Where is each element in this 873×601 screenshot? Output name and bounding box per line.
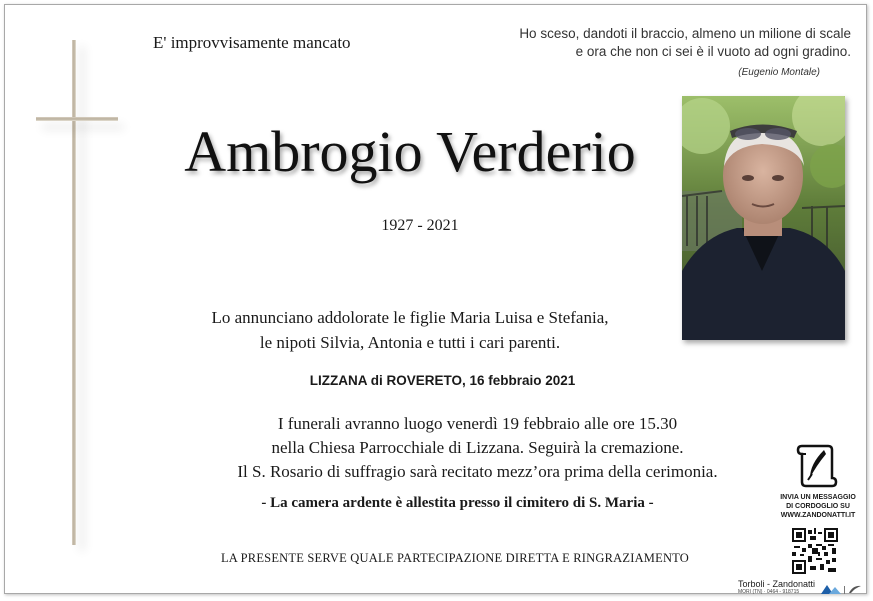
quote-line-2: e ora che non ci sei è il vuoto ad ogni gradino. <box>575 44 851 59</box>
qr-code-icon[interactable] <box>792 528 838 574</box>
quote-text <box>440 25 851 61</box>
funeral-details <box>150 412 805 484</box>
condolence-line-1: INVIA UN MESSAGGIO <box>780 494 856 501</box>
brand-logo-icon <box>819 582 865 596</box>
life-years: 1927 - 2021 <box>381 217 459 234</box>
footer-note: LA PRESENTE SERVE QUALE PARTECIPAZIONE DIRETTA E RINGRAZIAMENTO <box>220 551 690 565</box>
cross-vertical-beam <box>72 40 76 545</box>
brand-title: Torboli - Zandonatti <box>738 579 816 589</box>
funeral-chamber-note: - La camera ardente è allestita presso il cimitero di S. Maria - <box>261 495 654 511</box>
announcement-line-1: Lo annunciano addolorate le figlie Maria Luisa e Stefania, <box>211 308 609 327</box>
funeral-line-1: I funerali avranno luogo venerdì 19 febbraio alle ore 15.30 <box>277 414 678 433</box>
announcement-text <box>150 305 670 355</box>
brand-name <box>738 580 822 595</box>
deceased-portrait-photo <box>682 96 845 340</box>
funeral-line-2: nella Chiesa Parrocchiale di Lizzana. Seguirà la cremazione. <box>271 438 684 457</box>
funeral-line-3: Il S. Rosario di suffragio sarà recitato mezz’ora prima della cerimonia. <box>237 462 718 481</box>
deceased-name: Ambrogio Verderio <box>184 119 636 184</box>
place-date: LIZZANA di ROVERETO, 16 febbraio 2021 <box>309 373 576 388</box>
quote-author: (Eugenio Montale) <box>738 67 820 78</box>
announcement-line-2: le nipoti Silvia, Antonia e tutti i cari parenti. <box>259 333 561 352</box>
scroll-quill-icon[interactable] <box>796 440 838 490</box>
condolence-line-2: DI CORDOGLIO SU <box>786 503 850 510</box>
condolence-link[interactable] <box>775 493 861 520</box>
condolence-url[interactable]: WWW.ZANDONATTI.IT <box>780 512 856 519</box>
intro-text: E' improvvisamente mancato <box>153 33 351 52</box>
cross-horizontal-beam <box>36 117 118 121</box>
brand-contact: MORI (TN) · 0464 - 918715 <box>738 589 800 595</box>
quote-line-1: Ho sceso, dandoti il braccio, almeno un milione di scale <box>519 26 851 41</box>
